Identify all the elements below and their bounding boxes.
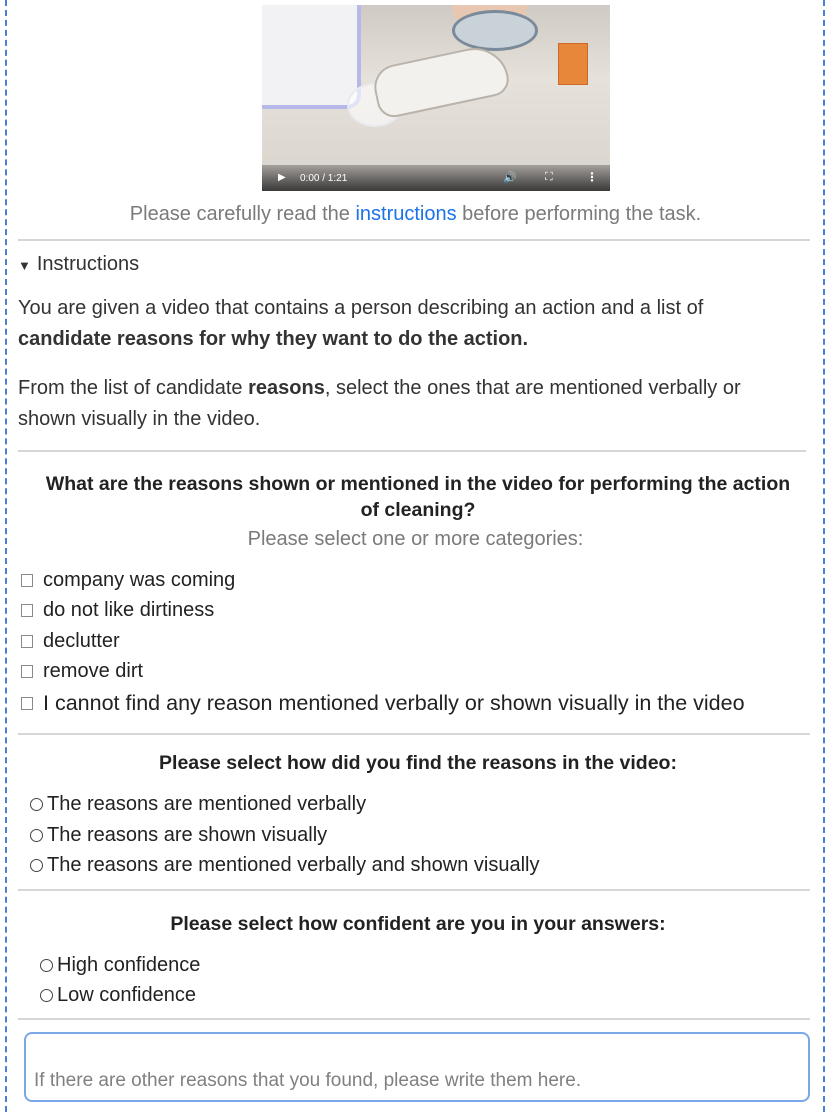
confidence-option-label: Low confidence [57,983,196,1006]
reason-option-label: do not like dirtiness [43,598,215,621]
checkbox[interactable] [21,635,33,648]
reason-option-label: remove dirt [43,659,144,682]
instructions-paragraph-1 [18,293,778,355]
instructions-p2-text-2: , select the ones that are mentioned verbally or shown visually in the video. [18,377,741,430]
reason-option-declutter[interactable] [18,628,120,654]
instructions-p2-text-1: From the list of candidate [18,377,249,399]
video-scene-bowl [452,10,538,51]
how-option-label: The reasons are mentioned verbally and shown visually [47,853,540,876]
instructions-toggle[interactable] [18,253,139,276]
reason-option-company-coming[interactable] [18,567,235,593]
checkbox[interactable] [21,665,33,678]
video-time: 0:00 / 1:21 [300,173,348,184]
divider [18,1018,810,1020]
instructions-paragraph-2 [18,373,778,435]
checkbox[interactable] [21,604,33,617]
reason-option-label: company was coming [43,568,236,591]
confidence-option-high[interactable] [40,952,200,978]
reason-option-dislike-dirtiness[interactable] [18,597,214,623]
hint-text-before: Please carefully read the [129,203,356,225]
fullscreen-icon[interactable]: ⛶ [545,171,553,183]
reason-option-label: declutter [43,629,120,652]
hint-text-after: before performing the task. [456,203,702,225]
reasons-question-subtitle: Please select one or more categories: [247,528,584,550]
other-reasons-placeholder: If there are other reasons that you found, please write them here. [34,1070,582,1091]
radio-button[interactable] [30,859,43,872]
confidence-question-title: Please select how confident are you in your answers: [170,913,666,935]
instructions-p2-bold: reasons [248,377,325,399]
more-vertical-icon[interactable]: ⋮ [586,170,598,184]
instructions-toggle-label: Instructions [36,253,140,275]
divider [18,239,810,241]
reason-option-remove-dirt[interactable] [18,658,143,684]
divider [18,450,806,452]
video-scene-box [558,43,588,85]
divider [18,889,810,891]
how-option-both[interactable] [30,852,540,878]
radio-button[interactable] [30,829,43,842]
video-scene-tray [262,5,361,109]
other-reasons-textarea[interactable] [24,1032,810,1102]
reason-option-label: I cannot find any reason mentioned verbally or shown visually in the video [43,690,745,715]
how-option-label: The reasons are shown visually [47,823,328,846]
how-option-verbally[interactable] [30,791,366,817]
reasons-question-title: What are the reasons shown or mentioned in the video for performing the action of cleaning? [45,473,791,521]
how-question-title: Please select how did you find the reasons in the video: [159,752,677,774]
radio-button[interactable] [40,989,53,1002]
reason-option-none-found[interactable] [18,690,745,716]
video-controls [262,165,610,191]
instructions-link[interactable]: instructions [355,203,457,225]
radio-button[interactable] [40,959,53,972]
checkbox[interactable] [21,574,33,587]
radio-button[interactable] [30,798,43,811]
confidence-option-label: High confidence [57,953,201,976]
confidence-option-low[interactable] [40,982,196,1008]
instructions-p1-bold: candidate reasons for why they want to do the action. [18,328,529,350]
play-icon[interactable]: ▶ [278,172,286,183]
checkbox[interactable] [21,697,33,710]
caret-down-icon: ▼ [18,258,31,273]
volume-icon[interactable]: 🔊 [503,172,517,184]
how-option-visually[interactable] [30,822,327,848]
video-scene-shoe [370,42,512,121]
instructions-p1-text: You are given a video that contains a person describing an action and a list of [18,297,704,319]
how-option-label: The reasons are mentioned verbally [47,792,367,815]
video-frame [262,5,610,191]
video-player[interactable] [262,5,610,191]
divider [18,733,810,735]
instructions-hint [18,203,813,226]
